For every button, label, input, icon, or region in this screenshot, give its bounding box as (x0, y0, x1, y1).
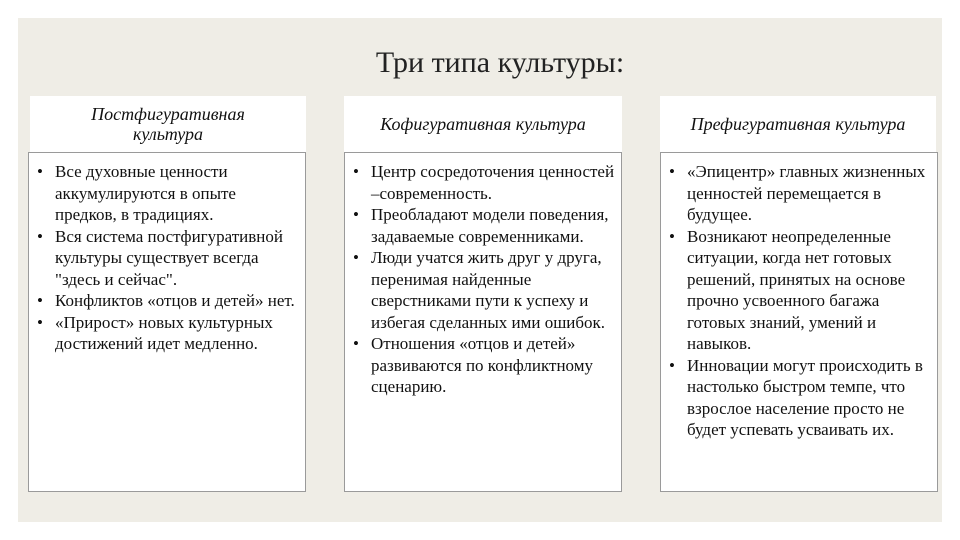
column-body-cofigurative (344, 152, 622, 492)
bullet-icon: • (37, 291, 43, 310)
bullet-icon: • (37, 312, 43, 332)
list-item: • Все духовные ценности аккумулируются в опыте предков, в традициях. (37, 162, 236, 224)
column-heading-prefigurative (660, 96, 936, 152)
bullet-icon: • (669, 355, 675, 375)
list-item: • Преобладают модели поведения, задаваемые современниками. (353, 205, 609, 246)
list-item: • «Эпицентр» главных жизненных ценностей перемещается в будущее. (669, 162, 926, 224)
column-heading-text: Кофигуративная культура (380, 114, 586, 134)
list-item: • «Прирост» новых культурных достижений идет медленно. (37, 312, 273, 353)
list-item: • Вся система постфигуративной культуры существует всегда "здесь и сейчас". (37, 226, 283, 289)
bullet-icon: • (37, 162, 43, 181)
column-heading-cofigurative (344, 96, 622, 152)
slide (18, 18, 942, 522)
bullet-icon: • (353, 248, 359, 267)
column-heading-text: Префигуративная культура (690, 114, 906, 134)
list-item: • Инновации могут происходить в настолько быстром темпе, что взрослое население просто не будет успевать усваивать их. (669, 355, 923, 439)
bullet-list (667, 161, 931, 441)
bullet-icon: • (353, 162, 359, 181)
list-item: • Конфликтов «отцов и детей» нет. (37, 291, 295, 310)
column-heading-postfigurative (30, 96, 306, 152)
column-heading-text: Постфигуративная культура (91, 104, 245, 144)
bullet-icon: • (353, 205, 359, 224)
list-item: • Центр сосредоточения ценностей –современность. (353, 162, 615, 203)
bullet-icon: • (353, 334, 359, 353)
bullet-list (351, 161, 615, 398)
bullet-icon: • (669, 162, 675, 181)
list-item: • Возникают неопределенные ситуации, когда нет готовых решений, принятых на основе прочно усвоенного багажа готовых знаний, умений и навыков. (669, 226, 906, 353)
bullet-list (35, 161, 299, 355)
list-item: • Отношения «отцов и детей» развиваются по конфликтному сценарию. (353, 334, 593, 396)
column-body-prefigurative (660, 152, 938, 492)
column-body-postfigurative (28, 152, 306, 492)
bullet-icon: • (669, 226, 675, 246)
list-item: • Люди учатся жить друг у друга, перенимая найденные сверстниками пути к успеху и избегая сделанных ими ошибок. (353, 248, 606, 332)
bullet-icon: • (37, 226, 43, 246)
slide-title: Три типа культуры: (375, 46, 625, 79)
